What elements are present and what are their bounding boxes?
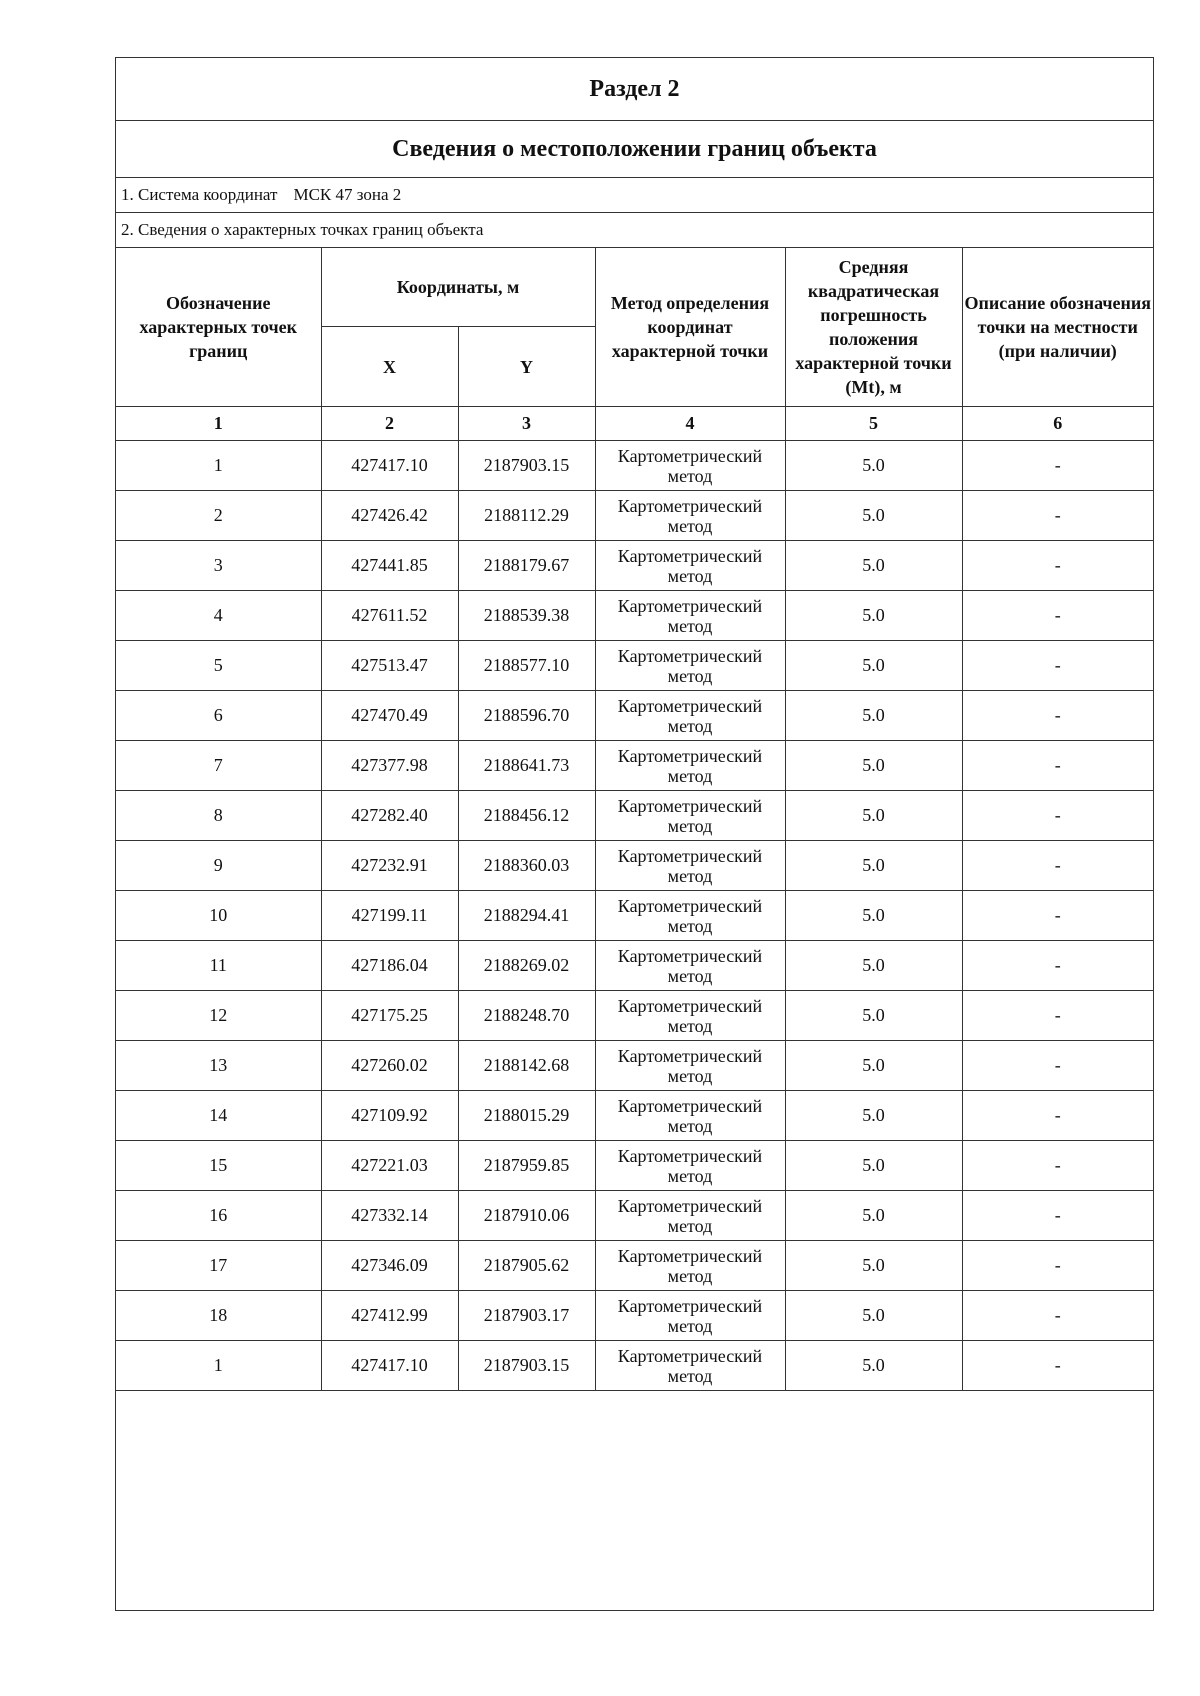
cell-mt: 5.0 bbox=[785, 1291, 962, 1341]
cell-y: 2187903.15 bbox=[458, 1341, 595, 1391]
cell-mt: 5.0 bbox=[785, 441, 962, 491]
cell-point: 5 bbox=[116, 641, 321, 691]
cell-method: Картометрический метод bbox=[595, 541, 785, 591]
cell-method: Картометрический метод bbox=[595, 991, 785, 1041]
column-number: 5 bbox=[785, 407, 962, 441]
header-method: Метод определения координат характерной точки bbox=[595, 248, 785, 407]
cell-method: Картометрический метод bbox=[595, 941, 785, 991]
cell-y: 2187903.17 bbox=[458, 1291, 595, 1341]
cell-x: 427513.47 bbox=[321, 641, 458, 691]
section-subtitle: Сведения о местоположении границ объекта bbox=[116, 121, 1153, 178]
cell-description: - bbox=[962, 691, 1153, 741]
cell-point: 13 bbox=[116, 1041, 321, 1091]
cell-x: 427221.03 bbox=[321, 1141, 458, 1191]
column-numbers-row bbox=[116, 407, 1153, 441]
cell-x: 427426.42 bbox=[321, 491, 458, 541]
cell-mt: 5.0 bbox=[785, 1341, 962, 1391]
table-row bbox=[116, 991, 1153, 1041]
cell-point: 9 bbox=[116, 841, 321, 891]
coord-system-line bbox=[116, 178, 1153, 213]
header-point: Обозначение характерных точек границ bbox=[116, 248, 321, 407]
cell-description: - bbox=[962, 1341, 1153, 1391]
cell-method: Картометрический метод bbox=[595, 441, 785, 491]
cell-x: 427199.11 bbox=[321, 891, 458, 941]
cell-mt: 5.0 bbox=[785, 841, 962, 891]
cell-y: 2188596.70 bbox=[458, 691, 595, 741]
header-error: Средняя квадратическая погрешность положения характерной точки (Mt), м bbox=[785, 248, 962, 407]
cell-y: 2188179.67 bbox=[458, 541, 595, 591]
cell-mt: 5.0 bbox=[785, 791, 962, 841]
cell-x: 427417.10 bbox=[321, 441, 458, 491]
cell-y: 2188456.12 bbox=[458, 791, 595, 841]
cell-x: 427260.02 bbox=[321, 1041, 458, 1091]
boundary-points-table bbox=[116, 248, 1153, 1391]
cell-point: 14 bbox=[116, 1091, 321, 1141]
cell-point: 18 bbox=[116, 1291, 321, 1341]
cell-method: Картометрический метод bbox=[595, 691, 785, 741]
cell-description: - bbox=[962, 1041, 1153, 1091]
table-row bbox=[116, 941, 1153, 991]
cell-x: 427441.85 bbox=[321, 541, 458, 591]
cell-mt: 5.0 bbox=[785, 1041, 962, 1091]
cell-description: - bbox=[962, 1241, 1153, 1291]
cell-method: Картометрический метод bbox=[595, 1191, 785, 1241]
cell-method: Картометрический метод bbox=[595, 791, 785, 841]
cell-point: 8 bbox=[116, 791, 321, 841]
cell-method: Картометрический метод bbox=[595, 591, 785, 641]
header-y: Y bbox=[458, 327, 595, 407]
cell-y: 2187903.15 bbox=[458, 441, 595, 491]
table-row bbox=[116, 1241, 1153, 1291]
cell-description: - bbox=[962, 1191, 1153, 1241]
cell-mt: 5.0 bbox=[785, 591, 962, 641]
cell-y: 2188142.68 bbox=[458, 1041, 595, 1091]
table-row bbox=[116, 441, 1153, 491]
cell-y: 2188015.29 bbox=[458, 1091, 595, 1141]
cell-point: 1 bbox=[116, 1341, 321, 1391]
cell-x: 427346.09 bbox=[321, 1241, 458, 1291]
table-row bbox=[116, 1341, 1153, 1391]
cell-method: Картометрический метод bbox=[595, 1091, 785, 1141]
cell-x: 427232.91 bbox=[321, 841, 458, 891]
cell-mt: 5.0 bbox=[785, 891, 962, 941]
cell-point: 16 bbox=[116, 1191, 321, 1241]
cell-y: 2188248.70 bbox=[458, 991, 595, 1041]
cell-description: - bbox=[962, 1141, 1153, 1191]
cell-mt: 5.0 bbox=[785, 741, 962, 791]
cell-description: - bbox=[962, 791, 1153, 841]
cell-description: - bbox=[962, 1091, 1153, 1141]
cell-x: 427186.04 bbox=[321, 941, 458, 991]
cell-y: 2187959.85 bbox=[458, 1141, 595, 1191]
cell-mt: 5.0 bbox=[785, 691, 962, 741]
cell-x: 427109.92 bbox=[321, 1091, 458, 1141]
table-row bbox=[116, 591, 1153, 641]
table-row bbox=[116, 841, 1153, 891]
cell-mt: 5.0 bbox=[785, 541, 962, 591]
table-row bbox=[116, 541, 1153, 591]
cell-method: Картометрический метод bbox=[595, 841, 785, 891]
cell-point: 2 bbox=[116, 491, 321, 541]
cell-method: Картометрический метод bbox=[595, 741, 785, 791]
cell-method: Картометрический метод bbox=[595, 1291, 785, 1341]
table-row bbox=[116, 1091, 1153, 1141]
section-title: Раздел 2 bbox=[116, 58, 1153, 121]
table-row bbox=[116, 741, 1153, 791]
table-row bbox=[116, 491, 1153, 541]
cell-description: - bbox=[962, 1291, 1153, 1341]
table-row bbox=[116, 1191, 1153, 1241]
cell-description: - bbox=[962, 491, 1153, 541]
column-number: 6 bbox=[962, 407, 1153, 441]
table-row bbox=[116, 891, 1153, 941]
cell-mt: 5.0 bbox=[785, 991, 962, 1041]
column-number: 4 bbox=[595, 407, 785, 441]
cell-method: Картометрический метод bbox=[595, 1241, 785, 1291]
cell-description: - bbox=[962, 541, 1153, 591]
cell-mt: 5.0 bbox=[785, 641, 962, 691]
cell-x: 427412.99 bbox=[321, 1291, 458, 1341]
cell-mt: 5.0 bbox=[785, 1091, 962, 1141]
cell-mt: 5.0 bbox=[785, 1191, 962, 1241]
cell-mt: 5.0 bbox=[785, 1241, 962, 1291]
table-row bbox=[116, 1291, 1153, 1341]
cell-y: 2188539.38 bbox=[458, 591, 595, 641]
cell-description: - bbox=[962, 641, 1153, 691]
cell-description: - bbox=[962, 591, 1153, 641]
header-description: Описание обозначения точки на местности (при наличии) bbox=[962, 248, 1153, 407]
cell-x: 427611.52 bbox=[321, 591, 458, 641]
cell-description: - bbox=[962, 891, 1153, 941]
cell-point: 15 bbox=[116, 1141, 321, 1191]
cell-y: 2187910.06 bbox=[458, 1191, 595, 1241]
cell-x: 427417.10 bbox=[321, 1341, 458, 1391]
cell-method: Картометрический метод bbox=[595, 1141, 785, 1191]
coord-system-value: МСК 47 зона 2 bbox=[293, 185, 402, 204]
cell-mt: 5.0 bbox=[785, 491, 962, 541]
cell-method: Картометрический метод bbox=[595, 891, 785, 941]
cell-description: - bbox=[962, 991, 1153, 1041]
cell-x: 427470.49 bbox=[321, 691, 458, 741]
cell-point: 7 bbox=[116, 741, 321, 791]
section-frame bbox=[115, 57, 1154, 1611]
column-number: 2 bbox=[321, 407, 458, 441]
cell-point: 10 bbox=[116, 891, 321, 941]
table-row bbox=[116, 1141, 1153, 1191]
points-caption: 2. Сведения о характерных точках границ объекта bbox=[116, 213, 1153, 248]
cell-y: 2188577.10 bbox=[458, 641, 595, 691]
cell-description: - bbox=[962, 941, 1153, 991]
cell-y: 2188360.03 bbox=[458, 841, 595, 891]
cell-description: - bbox=[962, 741, 1153, 791]
table-row bbox=[116, 1041, 1153, 1091]
cell-method: Картометрический метод bbox=[595, 1341, 785, 1391]
cell-x: 427377.98 bbox=[321, 741, 458, 791]
cell-description: - bbox=[962, 441, 1153, 491]
cell-y: 2188294.41 bbox=[458, 891, 595, 941]
header-coords: Координаты, м bbox=[321, 248, 595, 327]
column-number: 1 bbox=[116, 407, 321, 441]
cell-method: Картометрический метод bbox=[595, 641, 785, 691]
cell-point: 17 bbox=[116, 1241, 321, 1291]
cell-x: 427332.14 bbox=[321, 1191, 458, 1241]
table-row bbox=[116, 641, 1153, 691]
cell-method: Картометрический метод bbox=[595, 1041, 785, 1091]
cell-x: 427282.40 bbox=[321, 791, 458, 841]
table-row bbox=[116, 791, 1153, 841]
cell-point: 6 bbox=[116, 691, 321, 741]
cell-description: - bbox=[962, 841, 1153, 891]
cell-point: 12 bbox=[116, 991, 321, 1041]
cell-x: 427175.25 bbox=[321, 991, 458, 1041]
table-row bbox=[116, 691, 1153, 741]
cell-y: 2188641.73 bbox=[458, 741, 595, 791]
cell-point: 11 bbox=[116, 941, 321, 991]
cell-point: 4 bbox=[116, 591, 321, 641]
cell-point: 3 bbox=[116, 541, 321, 591]
cell-y: 2188269.02 bbox=[458, 941, 595, 991]
cell-method: Картометрический метод bbox=[595, 491, 785, 541]
cell-mt: 5.0 bbox=[785, 941, 962, 991]
cell-point: 1 bbox=[116, 441, 321, 491]
coord-system-label: 1. Система координат bbox=[121, 185, 278, 204]
cell-mt: 5.0 bbox=[785, 1141, 962, 1191]
column-number: 3 bbox=[458, 407, 595, 441]
cell-y: 2187905.62 bbox=[458, 1241, 595, 1291]
cell-y: 2188112.29 bbox=[458, 491, 595, 541]
header-x: X bbox=[321, 327, 458, 407]
